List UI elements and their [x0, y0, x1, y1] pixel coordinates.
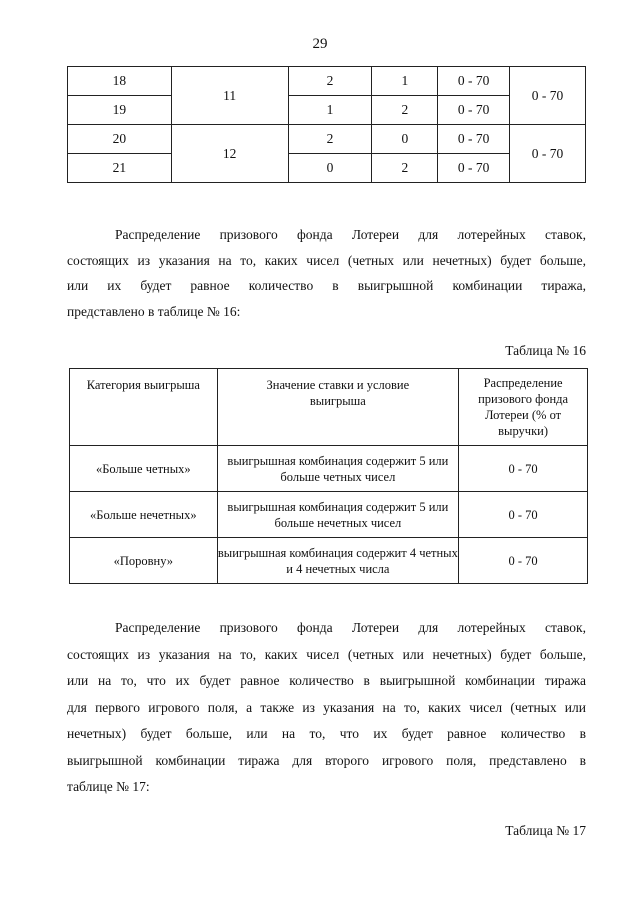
paragraph-line: или на то, что их будет равное количество в выигрышной комбинации тиража	[67, 673, 586, 688]
table-cell: 0 - 70	[438, 96, 510, 125]
paragraph-line: Распределение призового фонда Лотереи для лотерейных ставок,	[115, 620, 586, 635]
table16-caption: Таблица № 16	[505, 343, 586, 358]
table-cell: 0 - 70	[510, 67, 586, 125]
paragraph-line: состоящих из указания на то, каких чисел (четных или нечетных) будет больше,	[67, 646, 586, 662]
page-number: 29	[312, 36, 328, 52]
table-cell: 2	[372, 154, 438, 183]
table-row	[68, 96, 586, 125]
row-share: 0 - 70	[459, 446, 588, 492]
paragraph-table16-intro	[67, 222, 586, 324]
header-condition: Значение ставки и условие выигрыша	[217, 369, 459, 446]
row-share: 0 - 70	[459, 538, 588, 584]
table-cell: 20	[68, 125, 172, 154]
row-condition: выигрышная комбинация содержит 5 или больше нечетных чисел	[217, 492, 459, 538]
table-row	[68, 125, 586, 154]
table-cell: 0	[372, 125, 438, 154]
row-share: 0 - 70	[459, 492, 588, 538]
table-cell: 2	[372, 96, 438, 125]
paragraph-table17-intro	[67, 615, 586, 801]
table-row	[68, 67, 586, 96]
table16	[69, 368, 588, 584]
table-row	[70, 492, 588, 538]
paragraph-line: Распределение призового фонда Лотереи для лотерейных ставок,	[115, 227, 586, 242]
paragraph-line: выигрышной комбинации тиража для второго игрового поля, представлено в	[67, 752, 586, 768]
table-cell: 12	[171, 125, 288, 183]
table-row	[70, 538, 588, 584]
table-cell: 2	[288, 67, 372, 96]
paragraph-line: состоящих из указания на то, каких чисел (четных или нечетных) будет больше,	[67, 252, 586, 268]
table-cell: 0 - 70	[438, 67, 510, 96]
table17-caption: Таблица № 17	[505, 823, 586, 838]
header-share: Распределение призового фонда Лотереи (% от выручки)	[459, 369, 588, 446]
continued-results-table	[67, 66, 586, 183]
row-category: «Больше нечетных»	[70, 492, 218, 538]
table-cell: 0	[288, 154, 372, 183]
table-cell: 1	[372, 67, 438, 96]
table-cell: 18	[68, 67, 172, 96]
table-cell: 19	[68, 96, 172, 125]
paragraph-line: для первого игрового поля, а также из указания на то, каких чисел (четных или	[67, 699, 586, 715]
table-cell: 0 - 70	[438, 154, 510, 183]
row-category: «Больше четных»	[70, 446, 218, 492]
table-cell: 0 - 70	[510, 125, 586, 183]
table-cell: 0 - 70	[438, 125, 510, 154]
row-category: «Поровну»	[70, 538, 218, 584]
paragraph-line: таблице № 17:	[67, 779, 150, 794]
table-cell: 21	[68, 154, 172, 183]
table-cell: 11	[171, 67, 288, 125]
paragraph-line: представлено в таблице № 16:	[67, 303, 241, 319]
row-condition: выигрышная комбинация содержит 4 четных и 4 нечетных числа	[217, 538, 459, 584]
paragraph-line: или их будет равное количество в выигрышной комбинации тиража,	[67, 278, 586, 293]
table-cell: 2	[288, 125, 372, 154]
table-row	[70, 446, 588, 492]
paragraph-line: нечетных) будет больше, или на то, что их будет равное количество в	[67, 726, 586, 741]
header-category: Категория выигрыша	[70, 369, 218, 446]
table-row	[68, 154, 586, 183]
table-header-row	[70, 369, 588, 446]
row-condition: выигрышная комбинация содержит 5 или больше четных чисел	[217, 446, 459, 492]
table-cell: 1	[288, 96, 372, 125]
